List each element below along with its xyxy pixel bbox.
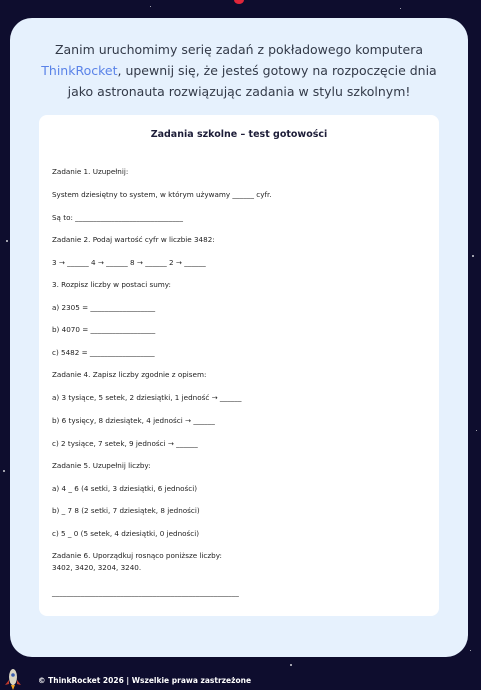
star [472,255,474,257]
worksheet-line: 3402, 3420, 3204, 3240. [52,563,142,572]
intro-after: , upewnij się, że jesteś gotowy na rozpoczęcie dnia jako astronauta rozwiązując zadania w stylu szkolnym! [67,63,437,99]
worksheet-line: ____________________________________________________ [52,588,239,597]
star [290,664,292,666]
worksheet-line: Zadanie 2. Podaj wartość cyfr w liczbie 3482: [52,235,215,244]
star [470,650,471,651]
worksheet-line: Zadanie 4. Zapisz liczby zgodnie z opisem: [52,370,207,379]
worksheet-line: c) 5482 = __________________ [52,348,155,357]
worksheet-line: b) _ 7 8 (2 setki, 7 dziesiątek, 8 jedności) [52,506,200,515]
top-indicator-dot [234,0,244,4]
star [400,8,401,9]
worksheet-line: b) 4070 = __________________ [52,325,156,334]
worksheet-line: a) 3 tysiące, 5 setek, 2 dziesiątki, 1 jedność → ______ [52,393,242,402]
worksheet-line: Zadanie 6. Uporządkuj rosnąco poniższe liczby: [52,551,222,560]
star [3,470,5,472]
worksheet [39,115,439,616]
worksheet-line: 3. Rozpisz liczby w postaci sumy: [52,280,171,289]
worksheet-line: b) 6 tysięcy, 8 dziesiątek, 4 jedności → ______ [52,416,215,425]
worksheet-line: 3 → ______ 4 → ______ 8 → ______ 2 → ______ [52,258,206,267]
worksheet-line: Są to: ______________________________ [52,213,183,222]
star [6,240,8,242]
worksheet-title: Zadania szkolne – test gotowości [150,129,328,140]
footer-copyright: © ThinkRocket 2026 | Wszelkie prawa zastrzeżone [38,676,252,685]
intro-before: Zanim uruchomimy serię zadań z pokładowego komputera [54,42,424,57]
worksheet-line: c) 2 tysiące, 7 setek, 9 jedności → ______ [52,439,198,448]
star [150,6,151,7]
worksheet-line: c) 5 _ 0 (5 setek, 4 dziesiątki, 0 jedności) [52,529,200,538]
star [476,430,477,431]
rocket-icon [2,666,24,690]
worksheet-line: a) 4 _ 6 (4 setki, 3 dziesiątki, 6 jedności) [52,484,198,493]
intro-text [30,39,448,102]
worksheet-line: a) 2305 = __________________ [52,303,156,312]
worksheet-line: Zadanie 1. Uzupełnij: [52,167,129,176]
worksheet-line: System dziesiętny to system, w którym używamy ______ cyfr. [52,190,272,199]
worksheet-line: Zadanie 5. Uzupełnij liczby: [52,461,151,470]
brand-link[interactable]: ThinkRocket [41,63,118,78]
